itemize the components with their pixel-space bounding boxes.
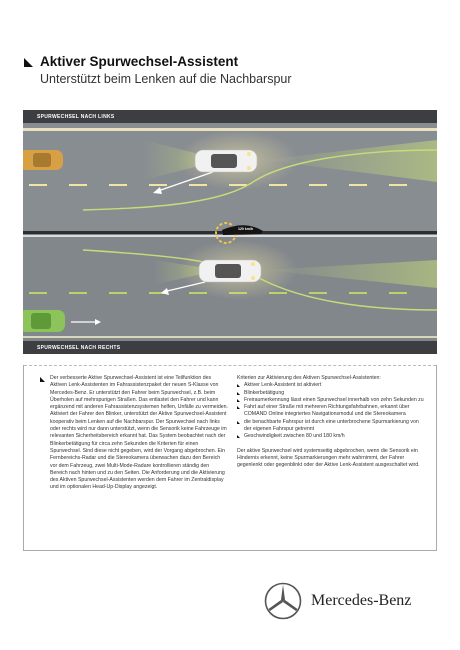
- road-edge-line: [23, 336, 437, 338]
- median-line: [23, 235, 437, 237]
- criteria-item: Fahrt auf einer Straße mit mehreren Richtungsfahrbahnen, erkannt über COMAND Online integriertes Navigationsmodul und die Stereokamera: [237, 404, 427, 419]
- ego-car-top: [195, 150, 257, 172]
- criteria-item: die benachbarte Fahrspur ist durch eine unterbrochene Spurmarkierung von der eigenen Fahrspur getrennt: [237, 419, 427, 434]
- page-subtitle: Unterstützt beim Lenken auf die Nachbarspur: [40, 72, 292, 86]
- title-row: [24, 54, 292, 69]
- description-text: Der verbesserte Aktive Spurwechsel-Assistent ist eine Teilfunktion des Aktiven Lenk-Assistenten im Fahrassistenzpaket der neuen S-Klasse von Mercedes-Benz. Er unterstützt den Fahrer beim Spurwechsel, z.B. beim Überholen auf mehrspurigen Straßen. Das entlastet den Fahrer und kann ergänzend mit anderen Fahrassistenzsystemen helfen, Unfälle zu vermeiden. Aktiviert der Fahrer den Blinker, unterstützt der Aktive Spurwechsel-Assistent kooperativ beim Lenken auf die Nachbarspur. Der Spurwechsel nach links oder rechts wird nur dann unterstützt, wenn die Sensorik keine Fahrzeuge im relevanten Sicherheitsbereich erkannt hat. Das System beobachtet nach der Blinkerbetätigung für circa zehn Sekunden die Kriterien für einen Spurwechsel. Sind diese nicht gegeben, wird der Vorgang abgebrochen. Ein Fernbereichs-Radar und die Stereokamera überwachen dazu den Bereich vor dem Fahrzeug, zwei Multi-Mode-Radare kontrollieren ständig den Bereich nach hinten und zu den Seiten. Die Anforderung und die Aktivierung des Aktiven Spurwechsel-Assistenten werden dem Fahrer im Zentraldisplay und im optionalen Head-Up-Display angezeigt.: [50, 375, 228, 491]
- page-title: Aktiver Spurwechsel-Assistent: [40, 54, 239, 69]
- criteria-column: [237, 375, 427, 470]
- description-box: [23, 365, 437, 551]
- criteria-item: Freiraumerkennung lässt einen Spurwechsel innerhalb von zehn Sekunden zu: [237, 397, 427, 404]
- header: [24, 54, 292, 86]
- brand-name: Mercedes-Benz: [311, 592, 412, 609]
- criteria-item: Geschwindigkeit zwischen 80 und 180 km/h: [237, 433, 427, 440]
- criteria-outro: Der aktive Spurwechsel wird systemseitig abgebrochen, wenn die Sensorik ein Hindernis erkennt, keine Spurmarkierungen mehr wahrnimmt, der Fahrer gegenlenkt oder gegenblinkt oder der Aktive Lenk-Assistent ausgeschaltet wird.: [237, 447, 420, 469]
- road-illustration: [23, 110, 437, 354]
- triangle-bullet-icon: [24, 58, 33, 67]
- speed-label: 120 km/h: [238, 227, 253, 231]
- section-label-left: SPURWECHSEL NACH LINKS: [23, 110, 437, 123]
- criteria-item: Aktiver Lenk-Assistent ist aktiviert: [237, 382, 427, 389]
- brand-logo: [264, 582, 411, 620]
- dashed-divider: [24, 365, 436, 366]
- yellow-car: [23, 150, 63, 170]
- criteria-item: Blinkerbetätigung: [237, 390, 427, 397]
- triangle-bullet-icon: [40, 377, 45, 382]
- section-label-right: SPURWECHSEL NACH RECHTS: [23, 341, 437, 354]
- green-car: [23, 310, 65, 332]
- ego-car-bottom: [199, 260, 261, 282]
- lane-change-diagram: [23, 110, 437, 354]
- criteria-intro: Kriterien zur Aktivierung des Aktiven Spurwechsel-Assistenten:: [237, 375, 381, 381]
- mercedes-star-icon: [264, 582, 302, 620]
